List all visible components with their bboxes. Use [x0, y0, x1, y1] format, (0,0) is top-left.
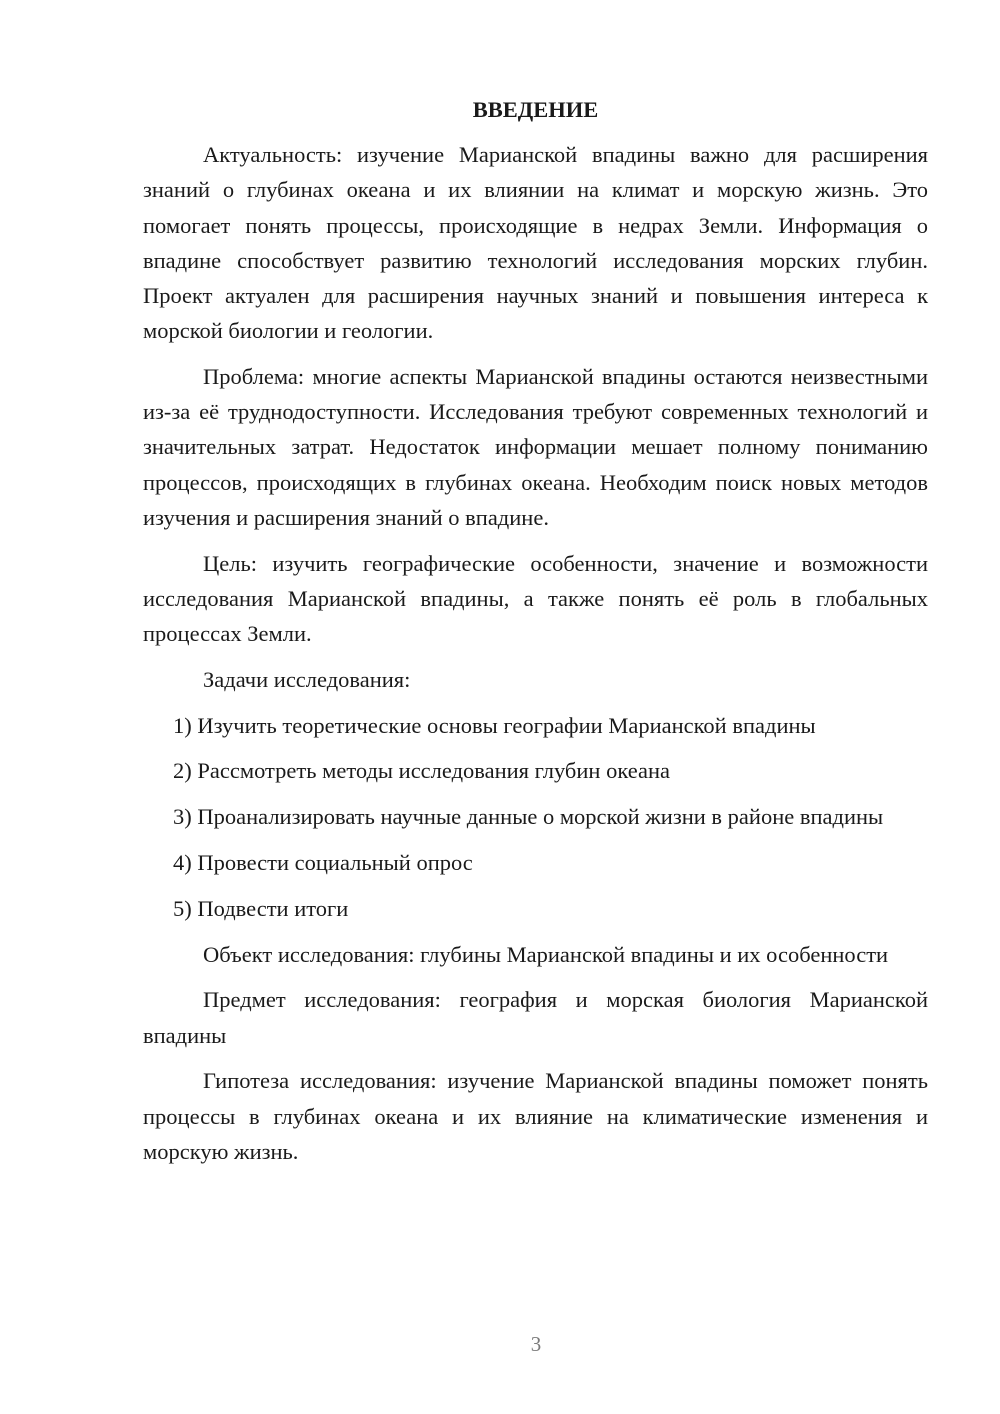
task-item: 5) Подвести итоги [173, 895, 349, 921]
problem-paragraph: Проблема: многие аспекты Марианской впадины остаются неизвестными из-за её труднодоступности. Исследования требуют современных технологий и значительных затрат. Недостаток информации мешает полному пониманию процессов, происходящих в глубинах океана. Необходим поиск новых методов изучения и расширения знаний о впадине. [143, 364, 928, 530]
page-title: ВВЕДЕНИЕ [472, 97, 599, 122]
tasks-list [143, 708, 928, 926]
task-item: 2) Рассмотреть методы исследования глубин океана [173, 758, 670, 784]
task-item: 3) Проанализировать научные данные о морской жизни в районе впадины [173, 804, 884, 830]
task-item: 4) Провести социальный опрос [173, 850, 473, 876]
subject-paragraph: Предмет исследования: география и морская биология Марианской впадины [143, 987, 928, 1048]
object-paragraph: Объект исследования: глубины Марианской впадины и их особенности [203, 941, 889, 967]
hypothesis-paragraph: Гипотеза исследования: изучение Марианской впадины поможет понять процессы в глубинах океана и их влияние на климатические изменения и морскую жизнь. [143, 1068, 928, 1164]
task-item: 1) Изучить теоретические основы географии Марианской впадины [173, 712, 816, 738]
goal-paragraph: Цель: изучить географические особенности, значение и возможности исследования Марианской впадины, а также понять её роль в глобальных процессах Земли. [143, 550, 928, 647]
document-page [143, 92, 928, 1180]
tasks-label: Задачи исследования: [203, 666, 411, 692]
relevance-paragraph: Актуальность: изучение Марианской впадины важно для расширения знаний о глубинах океана и их влиянии на климат и морскую жизнь. Это помогает понять процессы, происходящие в недрах Земли. Информация о впадине способствует развитию технологий исследования морских глубин. Проект актуален для расширения научных знаний и повышения интереса к морской биологии и геологии. [143, 142, 928, 344]
page-number: 3 [530, 1332, 542, 1356]
